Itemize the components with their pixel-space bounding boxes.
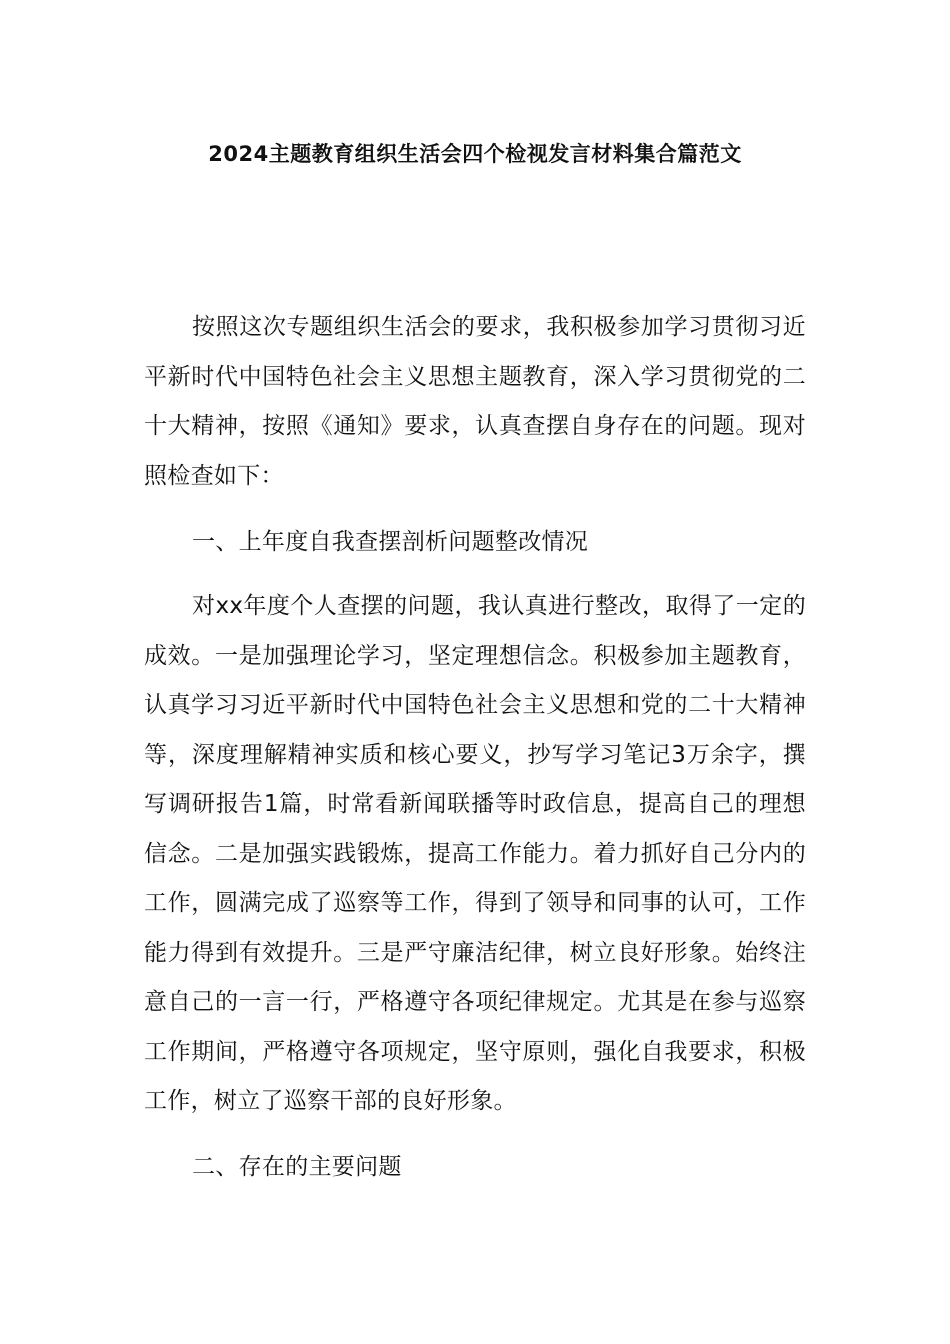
document-title: 2024主题教育组织生活会四个检视发言材料集合篇范文 — [208, 142, 742, 166]
section-heading-2: 二、存在的主要问题 — [192, 1154, 402, 1180]
section-heading-1: 一、上年度自我查摆剖析问题整改情况 — [192, 529, 589, 555]
intro-paragraph: 按照这次专题组织生活会的要求，我积极参加学习贯彻习近平新时代中国特色社会主义思想主题教育，深入学习贯彻党的二十大精神，按照《通知》要求，认真查摆自身存在的问题。现对照检查如下： — [144, 314, 806, 489]
rectification-paragraph: 对xx年度个人查摆的问题，我认真进行整改，取得了一定的成效。一是加强理论学习，坚定理想信念。积极参加主题教育，认真学习习近平新时代中国特色社会主义思想和党的二十大精神等，深度理解精神实质和核心要义，抄写学习笔记3万余字，撰写调研报告1篇，时常看新闻联播等时政信息，提高自己的理想信念。二是加强实践锻炼，提高工作能力。着力抓好自己分内的工作，圆满完成了巡察等工作，得到了领导和同事的认可，工作能力得到有效提升。三是严守廉洁纪律，树立良好形象。始终注意自己的一言一行，严格遵守各项纪律规定。尤其是在参与巡察工作期间，严格遵守各项规定，坚守原则，强化自我要求，积极工作，树立了巡察干部的良好形象。 — [144, 593, 806, 1114]
